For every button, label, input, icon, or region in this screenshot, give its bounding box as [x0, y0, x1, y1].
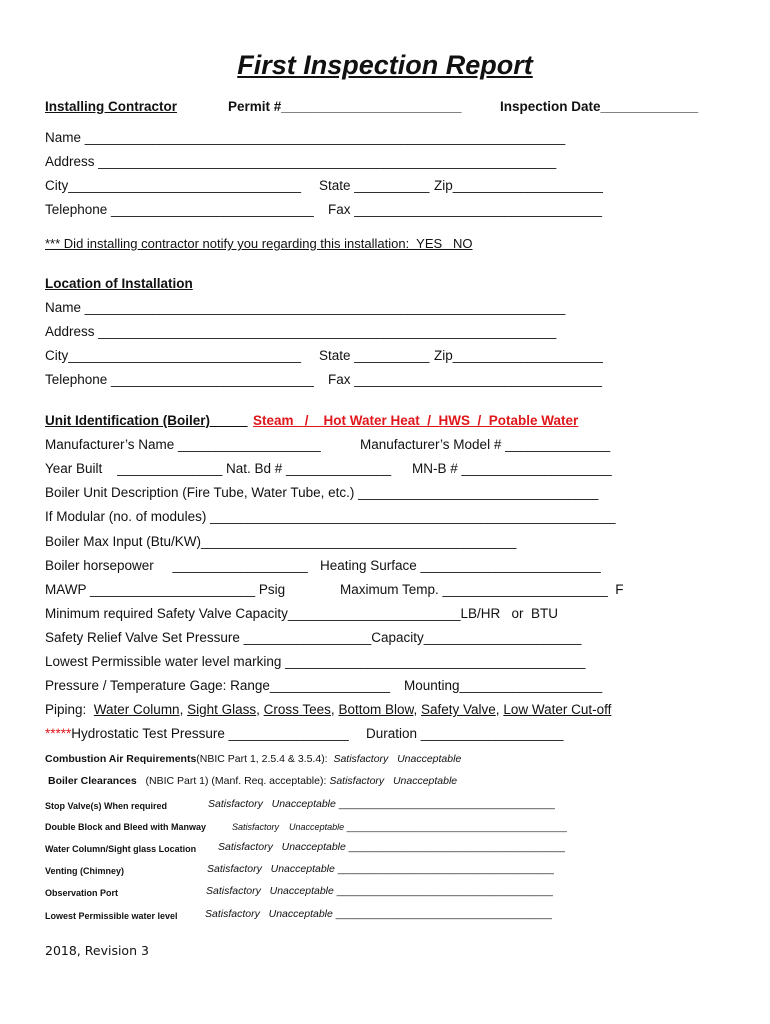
water-column-label: Water Column/Sight glass Location [45, 844, 197, 854]
water-column-satisfactory[interactable]: Satisfactory [218, 841, 273, 853]
max-temp-field[interactable]: Maximum Temp. ______________________ F [340, 582, 624, 597]
location-fax-field[interactable]: Fax _________________________________ [328, 372, 603, 387]
combustion-air-row [45, 751, 461, 767]
modular-field[interactable]: If Modular (no. of modules) ______________________________________________________ [45, 509, 616, 524]
lowest-level-options [205, 906, 552, 922]
hydro-test-label: Hydrostatic Test Pressure ________________ [71, 726, 349, 741]
mawp-field[interactable]: MAWP ______________________ Psig [45, 582, 286, 597]
safety-valve-capacity-field[interactable]: Minimum required Safety Valve Capacity_______________________LB/HR or BTU [45, 606, 559, 621]
inspection-date-field[interactable]: Inspection Date_____________ [500, 99, 699, 114]
double-block-unacceptable[interactable]: Unacceptable [289, 822, 345, 832]
water-column-unacceptable[interactable]: Unacceptable [281, 841, 346, 853]
combustion-air-ref: (NBIC Part 1, 2.5.4 & 3.5.4): [196, 753, 328, 765]
relief-valve-field[interactable]: Safety Relief Valve Set Pressure _________________Capacity_____________________ [45, 630, 582, 645]
observation-unacceptable[interactable]: Unacceptable [269, 885, 334, 897]
clearances-ref: (NBIC Part 1) (Manf. Req. acceptable): [145, 775, 327, 787]
clearances-satisfactory[interactable]: Satisfactory [329, 775, 385, 787]
unit-identification-heading [45, 413, 248, 429]
location-state-field[interactable]: State __________ [319, 348, 430, 363]
venting-unacceptable[interactable]: Unacceptable [270, 863, 335, 875]
year-built-field[interactable]: Year Built ______________ [45, 461, 223, 476]
piping-sight-glass[interactable]: Sight Glass [187, 702, 257, 717]
observation-port-options [206, 883, 553, 899]
boiler-description-field[interactable]: Boiler Unit Description (Fire Tube, Water Tube, etc.) ________________________________ [45, 485, 599, 500]
notify-question: *** Did installing contractor notify you regarding this installation: YES NO [45, 236, 473, 251]
manufacturer-name-field[interactable]: Manufacturer’s Name ___________________ [45, 437, 321, 452]
double-block-label: Double Block and Bleed with Manway [45, 822, 207, 832]
contractor-name-field[interactable]: Name ________________________________________________________________ [45, 130, 566, 145]
mnb-field[interactable]: MN-B # ____________________ [412, 461, 612, 476]
boiler-type-options[interactable]: Steam / Hot Water Heat / HWS / Potable Water [253, 413, 579, 428]
unit-heading-gap: _____ [210, 413, 248, 428]
location-telephone-field[interactable]: Telephone ___________________________ [45, 372, 314, 387]
stop-valves-label: Stop Valve(s) When required [45, 801, 168, 811]
location-city-field[interactable]: City_______________________________ [45, 348, 301, 363]
clearances-row [48, 773, 457, 789]
lowest-level-satisfactory[interactable]: Satisfactory [205, 908, 260, 920]
installing-contractor-heading: Installing Contractor [45, 99, 178, 114]
duration-field[interactable]: Duration ___________________ [366, 726, 564, 741]
water-column-blank[interactable]: _____________________________________ [348, 841, 565, 853]
contractor-city-field[interactable]: City_______________________________ [45, 178, 301, 193]
mounting-field[interactable]: Mounting___________________ [404, 678, 603, 693]
combustion-air-label: Combustion Air Requirements [45, 753, 197, 765]
permit-field[interactable]: Permit #________________________ [228, 99, 462, 114]
lowest-level-unacceptable[interactable]: Unacceptable [268, 908, 333, 920]
double-block-satisfactory[interactable]: Satisfactory [232, 822, 280, 832]
water-column-options [218, 839, 565, 855]
horsepower-field[interactable]: Boiler horsepower __________________ [45, 558, 308, 573]
piping-safety-valve[interactable]: Safety Valve [421, 702, 496, 717]
venting-options [207, 861, 554, 877]
gage-range-field[interactable]: Pressure / Temperature Gage: Range________________ [45, 678, 391, 693]
piping-row: Piping: Water Column, Sight Glass, Cross Tees, Bottom Blow, Safety Valve, Low Water Cut-off [45, 702, 612, 717]
clearances-label: Boiler Clearances [48, 775, 137, 787]
piping-low-water-cutoff[interactable]: Low Water Cut-off [503, 702, 612, 717]
stop-valves-options [208, 796, 555, 812]
observation-blank[interactable]: _____________________________________ [336, 885, 553, 897]
unit-heading-text: Unit Identification (Boiler) [45, 413, 210, 428]
lowest-level-label: Lowest Permissible water level [45, 911, 178, 921]
page-title: First Inspection Report [237, 50, 533, 80]
contractor-fax-field[interactable]: Fax _________________________________ [328, 202, 603, 217]
observation-port-label: Observation Port [45, 888, 119, 898]
observation-satisfactory[interactable]: Satisfactory [206, 885, 261, 897]
stop-valves-unacceptable[interactable]: Unacceptable [271, 798, 336, 810]
contractor-state-field[interactable]: State __________ [319, 178, 430, 193]
contractor-telephone-field[interactable]: Telephone ___________________________ [45, 202, 314, 217]
double-block-options [232, 819, 567, 835]
stop-valves-blank[interactable]: _____________________________________ [338, 798, 555, 810]
piping-label: Piping: [45, 702, 87, 717]
location-address-field[interactable]: Address _____________________________________________________________ [45, 324, 557, 339]
contractor-zip-field[interactable]: Zip____________________ [434, 178, 603, 193]
venting-blank[interactable]: _____________________________________ [337, 863, 554, 875]
combustion-unacceptable[interactable]: Unacceptable [397, 753, 462, 765]
venting-label: Venting (Chimney) [45, 866, 125, 876]
footer-revision: 2018, Revision 3 [45, 943, 149, 958]
piping-cross-tees[interactable]: Cross Tees [263, 702, 331, 717]
combustion-satisfactory[interactable]: Satisfactory [333, 753, 389, 765]
max-input-field[interactable]: Boiler Max Input (Btu/KW)__________________________________________ [45, 534, 517, 549]
water-level-marking-field[interactable]: Lowest Permissible water level marking ________________________________________ [45, 654, 586, 669]
venting-satisfactory[interactable]: Satisfactory [207, 863, 262, 875]
location-zip-field[interactable]: Zip____________________ [434, 348, 603, 363]
hydro-stars: ***** [45, 726, 72, 741]
heating-surface-field[interactable]: Heating Surface ________________________ [320, 558, 601, 573]
contractor-address-field[interactable]: Address _____________________________________________________________ [45, 154, 557, 169]
nat-bd-field[interactable]: Nat. Bd # ______________ [226, 461, 392, 476]
location-heading: Location of Installation [45, 276, 193, 291]
lowest-level-blank[interactable]: _____________________________________ [335, 908, 552, 920]
clearances-unacceptable[interactable]: Unacceptable [392, 775, 458, 787]
manufacturer-model-field[interactable]: Manufacturer’s Model # ______________ [360, 437, 611, 452]
stop-valves-satisfactory[interactable]: Satisfactory [208, 798, 263, 810]
location-name-field[interactable]: Name ________________________________________________________________ [45, 300, 566, 315]
piping-bottom-blow[interactable]: Bottom Blow [338, 702, 414, 717]
hydro-test-field[interactable] [45, 726, 349, 742]
double-block-blank[interactable]: ____________________________________________ [346, 822, 567, 832]
piping-water-column[interactable]: Water Column [93, 702, 180, 717]
